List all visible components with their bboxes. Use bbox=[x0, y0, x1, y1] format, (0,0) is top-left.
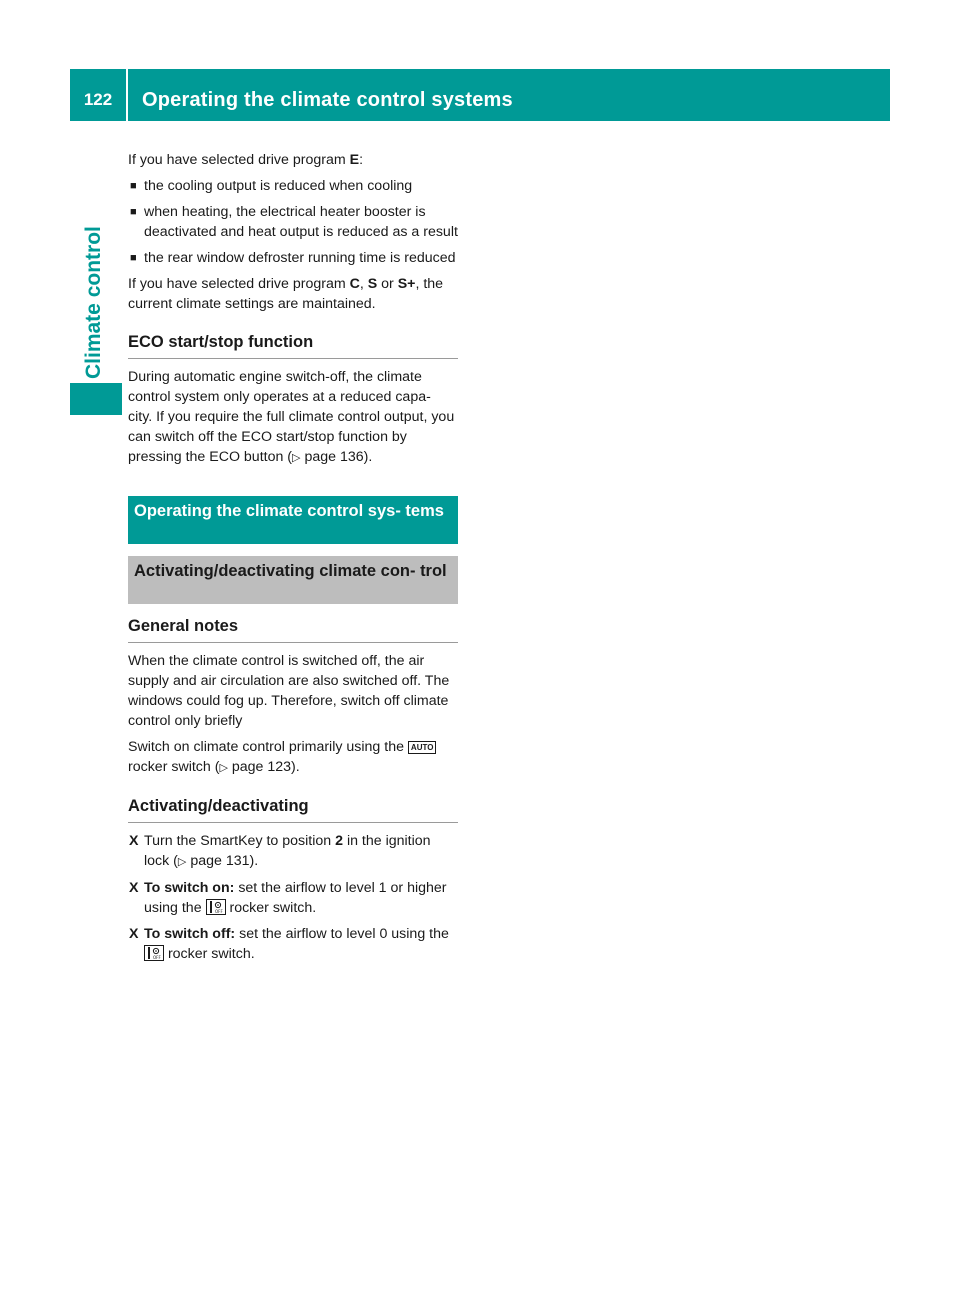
page-header bbox=[70, 69, 890, 121]
main-content bbox=[128, 150, 458, 970]
svg-text:OFF: OFF bbox=[153, 955, 161, 960]
chapter-side-tab bbox=[70, 121, 122, 381]
drive-program-e: E bbox=[349, 152, 360, 168]
drive-program-cs-note: If you have selected drive program C, S or S+, the current climate settings are maintained. bbox=[128, 276, 444, 312]
step-marker-icon: X bbox=[129, 926, 139, 942]
list-item: ■ the cooling output is reduced when cooling bbox=[130, 178, 413, 194]
page-number: 122 bbox=[83, 90, 113, 109]
section-heading-activating: Activating/deactivating climate con- trol bbox=[128, 556, 458, 604]
auto-button-icon: AUTO bbox=[408, 741, 437, 754]
general-notes-heading: General notes bbox=[128, 616, 458, 643]
auto-switch-paragraph: Switch on climate control primarily using the AUTO rocker switch (▷ page 123). bbox=[128, 737, 458, 778]
bullet-icon: ■ bbox=[130, 252, 137, 264]
chapter-label: Climate control bbox=[82, 226, 105, 379]
fan-off-switch-icon bbox=[144, 945, 164, 961]
bullet-icon: ■ bbox=[130, 206, 137, 218]
section-heading-operating: Operating the climate control sys- tems bbox=[128, 496, 458, 544]
list-item: ■ when heating, the electrical heater booster is deactivated and heat output is reduced as a result bbox=[130, 204, 458, 240]
step-marker-icon: X bbox=[129, 880, 139, 896]
page-reference-link[interactable]: page 123 bbox=[227, 759, 292, 775]
instruction-step: X To switch off: set the airflow to level 0 using the OFF rocker switch. bbox=[129, 926, 449, 962]
page-reference-arrow-icon: ▷ bbox=[219, 762, 228, 774]
instruction-step: X Turn the SmartKey to position 2 in the ignition lock (▷ page 131). bbox=[129, 833, 431, 869]
page-reference-link[interactable]: page 136 bbox=[300, 449, 364, 465]
list-item: ■ the rear window defroster running time is reduced bbox=[130, 250, 456, 266]
instruction-step: X To switch on: set the airflow to level 1 or higher using the OFF rocker switch. bbox=[129, 880, 447, 916]
page-reference-link[interactable]: page 131 bbox=[186, 853, 250, 869]
fan-off-switch-icon bbox=[206, 899, 226, 915]
chapter-marker-block bbox=[70, 383, 122, 415]
page-title: Operating the climate control systems bbox=[142, 89, 513, 111]
step-marker-icon: X bbox=[129, 833, 139, 849]
eco-paragraph: During automatic engine switch-off, the climate control system only operates at a reduced capa- city. If you require the full climate control output, you can switch off the ECO start/stop function by pressing the ECO button (▷ page 136). bbox=[128, 369, 455, 465]
general-notes-paragraph: When the climate control is switched off, the air supply and air circulation are also switched off. The windows could fog up. Therefore, switch off climate control only briefly bbox=[128, 653, 450, 729]
eco-heading: ECO start/stop function bbox=[128, 332, 458, 359]
bullet-icon: ■ bbox=[130, 180, 137, 192]
header-divider bbox=[126, 69, 128, 121]
svg-text:OFF: OFF bbox=[214, 909, 223, 914]
page-reference-arrow-icon: ▷ bbox=[292, 452, 301, 464]
activating-heading: Activating/deactivating bbox=[128, 796, 458, 823]
page-reference-arrow-icon: ▷ bbox=[177, 856, 187, 868]
drive-program-e-intro: If you have selected drive program E: bbox=[128, 152, 364, 168]
